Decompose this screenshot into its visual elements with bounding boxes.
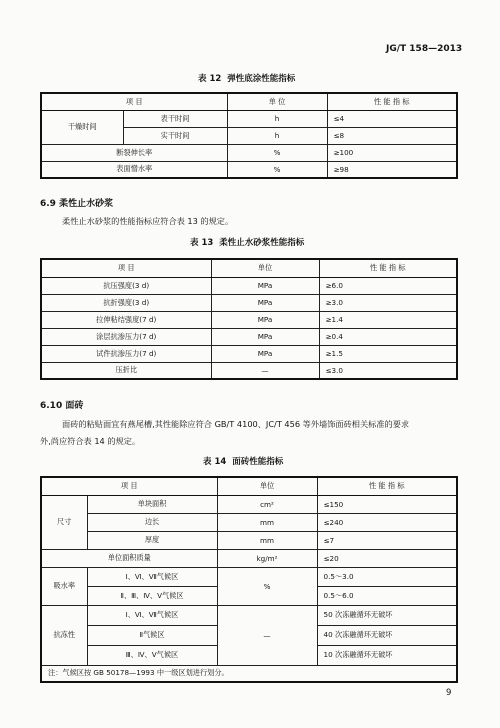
row-subitem: 厚度 [87,531,217,549]
row-subitem: 单块面积 [87,495,217,513]
table-12 [40,92,458,179]
row-unit: % [217,567,317,605]
row-subitem: Ⅱ气候区 [87,625,217,645]
row-value: ≥100 [327,144,457,161]
row-subitem: 表干时间 [123,110,227,127]
row-unit: h [227,110,327,127]
table-12-caption: 表 12 弹性底涂性能指标 [198,74,296,84]
row-value: ≤3.0 [319,362,457,379]
table-row [41,294,457,311]
header-item: 项 目 [41,477,217,495]
header-item: 项 目 [41,93,227,110]
section-6-10-paragraph-line-2: 外,尚应符合表 14 的规定。 [40,436,141,446]
row-item: 表面憎水率 [41,161,227,178]
row-value: ≥3.0 [319,294,457,311]
table-14 [40,476,458,683]
table-row [41,328,457,345]
row-value: ≤4 [327,110,457,127]
row-unit: — [211,362,319,379]
row-value: 0.5～3.0 [317,567,457,586]
table-row [41,567,457,586]
row-unit: MPa [211,277,319,294]
table-14-caption: 表 14 面砖性能指标 [203,457,284,467]
section-6-10-paragraph-line-1: 面砖的粘贴面宜有燕尾槽,其性能除应符合 GB/T 4100、JC/T 456 等外墙饰面砖相关标准的要求 [62,419,410,429]
row-subitem: Ⅰ、Ⅵ、Ⅶ气候区 [87,605,217,625]
absorption-label: 吸水率 [41,567,87,605]
table-row [41,277,457,294]
header-unit: 单 位 [227,93,327,110]
standard-code: JG/T 158—2013 [386,44,463,54]
row-unit: cm² [217,495,317,513]
table-note-row [41,665,457,682]
row-unit: % [227,144,327,161]
drying-time-label: 干燥时间 [41,110,123,144]
table-row [41,311,457,328]
page-number: 9 [446,688,452,698]
row-item: 压折比 [41,362,211,379]
row-unit: % [227,161,327,178]
row-item: 单位面积质量 [41,549,217,567]
row-value: 0.5～6.0 [317,586,457,605]
row-value: ≥1.4 [319,311,457,328]
row-item: 抗折强度(3 d) [41,294,211,311]
row-item: 抗压强度(3 d) [41,277,211,294]
table-header-row [41,259,457,277]
table-row [41,513,457,531]
table-row [41,345,457,362]
row-item: 涂层抗渗压力(7 d) [41,328,211,345]
header-item: 项 目 [41,259,211,277]
section-6-9-heading: 6.9 柔性止水砂浆 [40,199,114,209]
table-row [41,362,457,379]
header-unit: 单位 [211,259,319,277]
row-value: ≤7 [317,531,457,549]
row-unit: h [227,127,327,144]
section-6-10-heading: 6.10 面砖 [40,401,84,411]
size-label: 尺寸 [41,495,87,549]
table-header-row [41,93,457,110]
table-row [41,549,457,567]
row-unit: mm [217,531,317,549]
row-unit: kg/m² [217,549,317,567]
row-unit: MPa [211,294,319,311]
row-unit: MPa [211,328,319,345]
row-value: ≤240 [317,513,457,531]
table-note: 注：气候区按 GB 50178—1993 中一级区划进行划分。 [41,665,457,682]
row-item: 试件抗渗压力(7 d) [41,345,211,362]
row-value: 40 次冻融循环无破坏 [317,625,457,645]
row-unit: — [217,605,317,665]
header-value: 性 能 指 标 [327,93,457,110]
row-item: 拉伸粘结强度(7 d) [41,311,211,328]
table-13-caption: 表 13 柔性止水砂浆性能指标 [190,238,305,248]
table-row [41,161,457,178]
row-item: 断裂伸长率 [41,144,227,161]
table-row [41,144,457,161]
table-row [41,495,457,513]
row-unit: mm [217,513,317,531]
row-value: ≥98 [327,161,457,178]
frost-label: 抗冻性 [41,605,87,665]
row-value: ≤8 [327,127,457,144]
table-row [41,605,457,625]
row-value: ≥0.4 [319,328,457,345]
table-13 [40,258,458,380]
row-unit: MPa [211,345,319,362]
section-6-9-paragraph: 柔性止水砂浆的性能指标应符合表 13 的规定。 [62,216,234,226]
row-value: ≤20 [317,549,457,567]
table-row [41,531,457,549]
table-row [41,110,457,127]
header-value: 性 能 指 标 [319,259,457,277]
table-header-row [41,477,457,495]
row-subitem: Ⅱ、Ⅲ、Ⅳ、Ⅴ气候区 [87,586,217,605]
row-value: 50 次冻融循环无破坏 [317,605,457,625]
row-subitem: 边长 [87,513,217,531]
row-unit: MPa [211,311,319,328]
row-value: 10 次冻融循环无破坏 [317,645,457,665]
row-value: ≤150 [317,495,457,513]
header-unit: 单位 [217,477,317,495]
row-subitem: Ⅲ、Ⅳ、Ⅴ气候区 [87,645,217,665]
row-subitem: 实干时间 [123,127,227,144]
header-value: 性 能 指 标 [317,477,457,495]
row-value: ≥1.5 [319,345,457,362]
row-value: ≥6.0 [319,277,457,294]
row-subitem: Ⅰ、Ⅵ、Ⅶ气候区 [87,567,217,586]
